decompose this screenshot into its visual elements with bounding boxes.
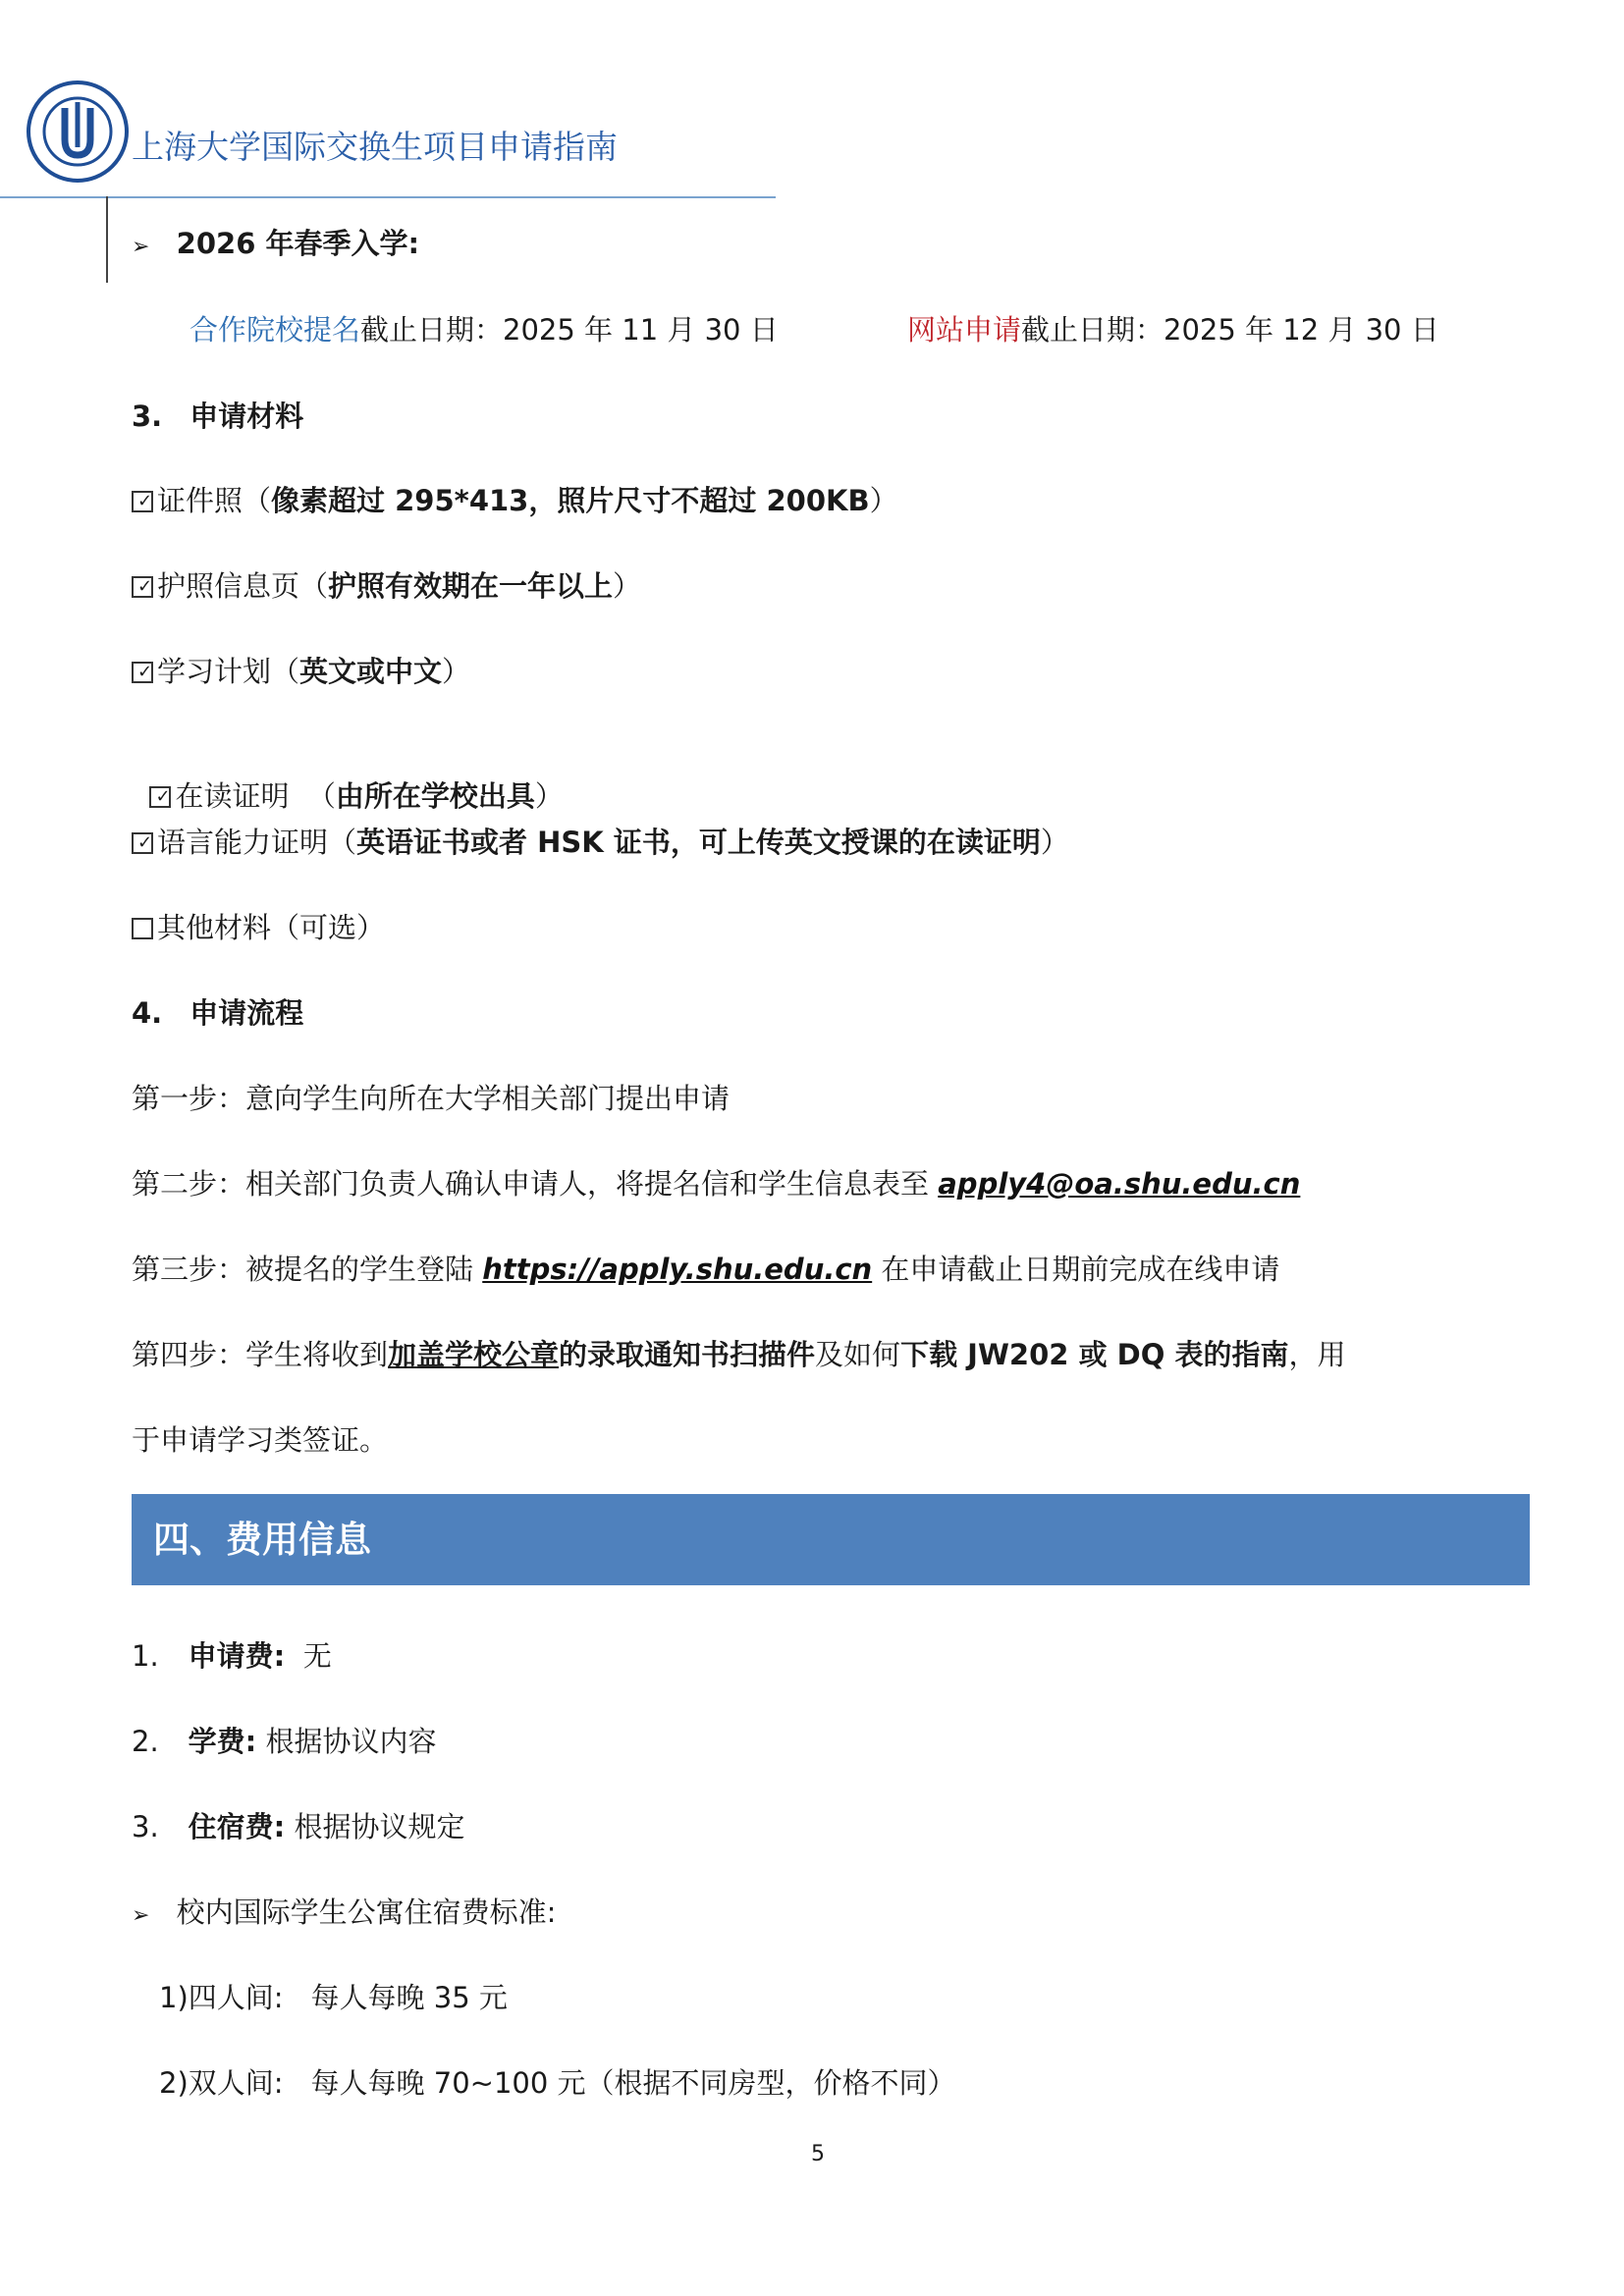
room-rate: 2)双人间: 每人每晚 70~100 元（根据不同房型，价格不同） bbox=[159, 2066, 956, 2100]
process-step-1: 第一步：意向学生向所在大学相关部门提出申请 bbox=[132, 1082, 731, 1115]
fees-banner-title: 四、费用信息 bbox=[153, 1519, 371, 1561]
checked-box-icon: ✓ bbox=[149, 786, 171, 808]
header-side-rule bbox=[106, 196, 108, 283]
arrow-bullet-icon: ➢ bbox=[132, 1903, 150, 1928]
process-step-2: 第二步：相关部门负责人确认申请人，将提名信和学生信息表至 apply4@oa.shu.edu.cn bbox=[132, 1167, 1301, 1201]
material-item: ✓ 语言能力证明（英语证书或者 HSK 证书，可上传英文授课的在读证明） bbox=[132, 823, 1069, 862]
spring-heading: ➢ 2026 年春季入学: bbox=[132, 227, 420, 260]
checked-box-icon: ✓ bbox=[132, 576, 153, 598]
material-item-other: 其他材料（可选） bbox=[132, 908, 385, 947]
fee-item: 1. 申请费: 无 bbox=[132, 1639, 332, 1673]
room-rate: 1)四人间: 每人每晚 35 元 bbox=[159, 1981, 508, 2014]
header-title: 上海大学国际交换生项目申请指南 bbox=[132, 128, 618, 166]
university-logo bbox=[26, 63, 130, 190]
materials-heading: 3. 申请材料 bbox=[132, 400, 304, 433]
page-number: 5 bbox=[811, 2142, 825, 2166]
email-link[interactable]: apply4@oa.shu.edu.cn bbox=[938, 1167, 1301, 1201]
partner-deadline: 合作院校提名截止日期：2025 年 11 月 30 日 bbox=[189, 313, 779, 347]
checked-box-icon: ✓ bbox=[132, 491, 153, 512]
fees-banner bbox=[132, 1494, 1530, 1585]
process-step-3: 第三步：被提名的学生登陆 https://apply.shu.edu.cn 在申请截止日期前完成在线申请 bbox=[132, 1253, 1280, 1286]
empty-box-icon bbox=[132, 918, 153, 939]
process-heading: 4. 申请流程 bbox=[132, 996, 304, 1030]
checked-box-icon: ✓ bbox=[132, 832, 153, 854]
fee-item: 3. 住宿费: 根据协议规定 bbox=[132, 1810, 465, 1843]
process-step-4: 第四步：学生将收到加盖学校公章的录取通知书扫描件及如何下载 JW202 或 DQ 表的指南，用 bbox=[132, 1338, 1346, 1371]
dorm-heading: ➢ 校内国际学生公寓住宿费标准: bbox=[132, 1896, 557, 1929]
arrow-bullet-icon: ➢ bbox=[132, 235, 150, 259]
material-item: ✓ 护照信息页（护照有效期在一年以上） bbox=[132, 566, 641, 606]
fee-item: 2. 学费: 根据协议内容 bbox=[132, 1725, 437, 1758]
process-step-4-continued: 于申请学习类签证。 bbox=[132, 1423, 389, 1457]
material-item: ✓ 证件照（像素超过 295*413，照片尺寸不超过 200KB） bbox=[132, 481, 898, 520]
apply-website-link[interactable]: https://apply.shu.edu.cn bbox=[482, 1253, 873, 1286]
checked-box-icon: ✓ bbox=[132, 662, 153, 683]
material-item: ✓ 在读证明 （由所在学校出具） bbox=[132, 737, 564, 816]
material-item: ✓ 学习计划（英文或中文） bbox=[132, 652, 470, 691]
header-rule bbox=[0, 196, 776, 198]
web-deadline: 网站申请截止日期：2025 年 12 月 30 日 bbox=[907, 313, 1439, 347]
